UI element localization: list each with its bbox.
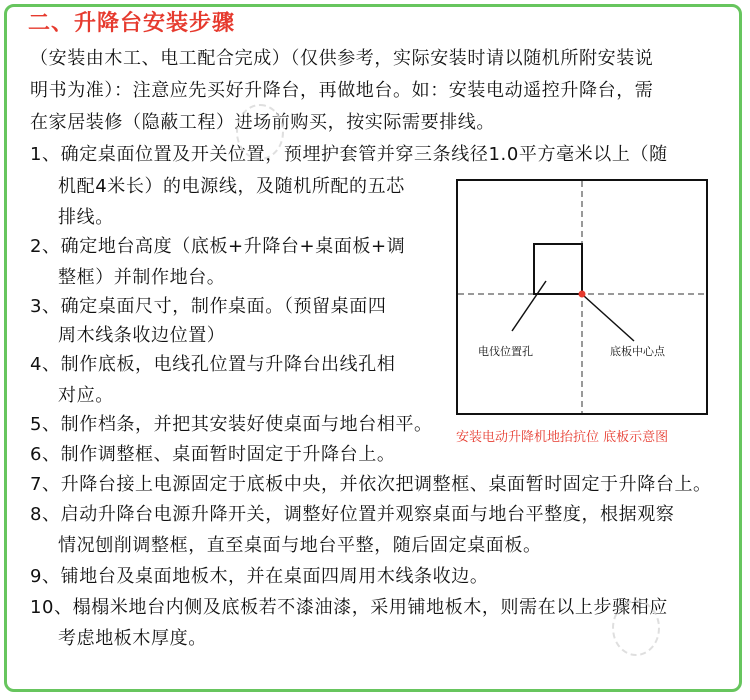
diagram-drawing	[458, 181, 706, 413]
center-point-marker	[579, 291, 586, 298]
step-1-line: 1、确定桌面位置及开关位置，预埋护套管并穿三条线径1.0平方毫米以上（随	[30, 144, 668, 165]
intro-line: 明书为准）：注意应先买好升降台，再做地台。如：安装电动遥控升降台，需	[30, 80, 654, 101]
wire-hole-square	[534, 244, 582, 294]
center-point-label: 底板中心点	[610, 345, 665, 358]
diagram-caption: 安装电动升降机地抬抗位 底板示意图	[456, 430, 669, 445]
step-1-line: 排线。	[58, 207, 114, 228]
step-6-line: 6、制作调整框、桌面暂时固定于升降台上。	[30, 444, 396, 465]
step-2-line: 整框）并制作地台。	[58, 267, 226, 288]
step-3-line: 周木线条收边位置）	[58, 325, 226, 346]
watermark-seal-icon	[236, 104, 284, 160]
step-4-line: 4、制作底板，电线孔位置与升降台出线孔相	[30, 354, 396, 375]
step-7-line: 7、升降台接上电源固定于底板中央，并依次把调整框、桌面暂时固定于升降台上。	[30, 474, 712, 495]
step-8-line: 8、启动升降台电源升降开关，调整好位置并观察桌面与地台平整度，根据观察	[30, 504, 675, 525]
wire-hole-pointer	[512, 281, 546, 331]
step-10-line: 考虑地板木厚度。	[58, 628, 207, 649]
step-4-line: 对应。	[58, 385, 114, 406]
step-8-line: 情况刨削调整框，直至桌面与地台平整，随后固定桌面板。	[58, 535, 542, 556]
step-9-line: 9、铺地台及桌面地板木，并在桌面四周用木线条收边。	[30, 566, 489, 587]
intro-line: 在家居装修（隐蔽工程）进场前购买，按实际需要排线。	[30, 112, 495, 133]
step-10-line: 10、榻榻米地台内侧及底板若不漆油漆，采用铺地板木，则需在以上步骤相应	[30, 597, 668, 618]
center-pointer	[584, 296, 634, 341]
wire-hole-label: 电伐位置孔	[478, 345, 533, 358]
step-5-line: 5、制作档条，并把其安装好使桌面与地台相平。	[30, 414, 433, 435]
step-3-line: 3、确定桌面尺寸，制作桌面。（预留桌面四	[30, 296, 387, 317]
base-plate-diagram	[456, 179, 708, 415]
page-title: 二、升降台安装步骤	[28, 11, 236, 36]
intro-line: （安装由木工、电工配合完成）（仅供参考，实际安装时请以随机所附安装说	[30, 48, 654, 69]
step-2-line: 2、确定地台高度（底板+升降台+桌面板+调	[30, 236, 406, 257]
watermark-seal-icon	[612, 600, 660, 656]
step-1-line: 机配4米长）的电源线，及随机所配的五芯	[58, 176, 405, 197]
